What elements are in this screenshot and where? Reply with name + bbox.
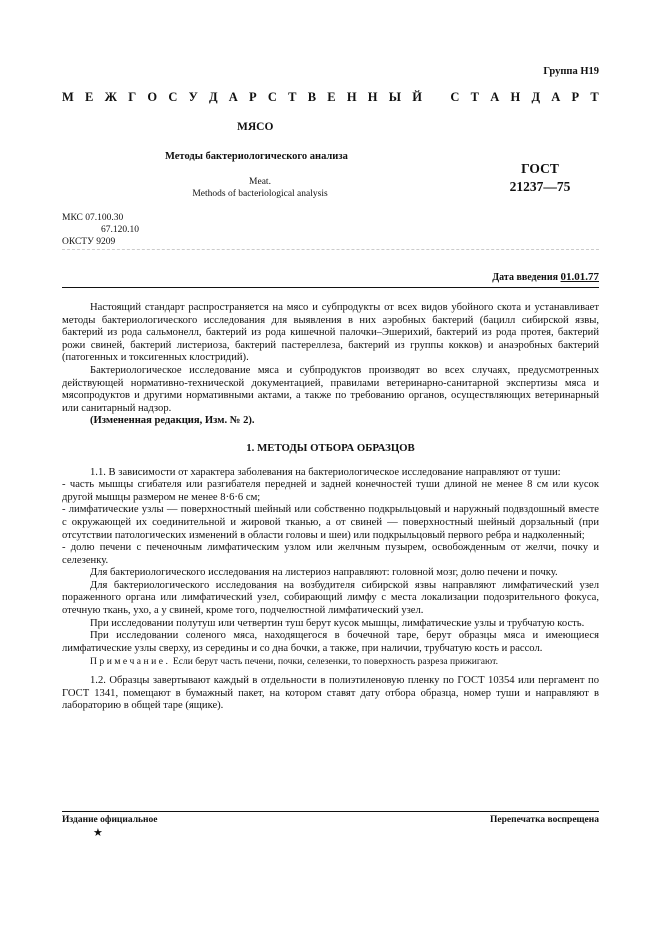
star-icon: ★ — [93, 827, 103, 839]
banner-letter: А — [228, 90, 238, 104]
date-label: Дата введения — [492, 272, 561, 283]
footer-rule — [62, 811, 599, 812]
banner-letter: Р — [571, 90, 580, 104]
gost-code — [500, 160, 580, 196]
clause-1-1: 1.1. В зависимости от характера заболевания на бактериологическое исследование направляют от туши: — [90, 466, 561, 478]
intro-paragraph: Настоящий стандарт распространяется на мясо и субпродукты от всех видов убойного скота и устанавливает методы бактериологического исследования для выявления в них аэробных бактерий (бацилл сибирской язвы, бактерий из рода сальмонелл, бактерий из рода кишечной палочки–Эшерихий, бактерий из рода протея, бактерий рожи свиней, бактерий листериоза, бактерий пастереллеза, бактерий из группы кокков) и анаэробных бактерий (патогенных и токсигенных клостридий). — [62, 302, 599, 364]
banner-letter: Г — [128, 90, 137, 104]
banner-letter: Н — [367, 90, 378, 104]
banner-letter: С — [168, 90, 178, 104]
banner-letter — [433, 90, 439, 105]
banner-letter: Т — [590, 90, 599, 104]
banner-letter: М — [62, 90, 74, 104]
official-edition-label: Издание официальное — [62, 815, 158, 825]
banner-letter: Т — [288, 90, 297, 104]
paragraph-half-carcass: При исследовании полутуш или четвертин туш берут кусок мышцы, лимфатические узлы и трубчатую кость. — [90, 617, 585, 629]
banner-letter: Ы — [388, 90, 402, 104]
english-title: Meat. — [249, 177, 271, 187]
reprint-prohibited-label: Перепечатка воспрещена — [489, 815, 599, 825]
note — [62, 656, 599, 669]
banner-letter: А — [551, 90, 561, 104]
banner-letter: Т — [470, 90, 480, 104]
banner-letter: Н — [510, 90, 521, 104]
mks-code-2: 67.120.10 — [101, 225, 139, 235]
banner-letter: Й — [412, 90, 422, 104]
interstate-standard-banner — [62, 90, 599, 105]
document-body — [62, 302, 599, 713]
banner-letter: С — [267, 90, 277, 104]
banner-letter: В — [307, 90, 317, 104]
list-item: - лимфатические узлы — поверхностный шейный или собственно подкрыльцовый и наружный подвздошный вместе с окружающей их соединительной и жировой тканью, а от свиней — поверхностный шейный дорзальный (при отсутствии патологических изменений в области головы и шеи) или подкрыльцовый первого ребра и надколенный; — [62, 504, 599, 541]
banner-letter: Д — [208, 90, 218, 104]
paragraph-salted-meat: При исследовании соленого мяса, находящегося в бочечной таре, берут образцы мяса и имеющиеся лимфатические узлы сверху, из середины и со дна бочки, а также, при наличии, трубчатую кость и рассол. — [62, 630, 599, 654]
banner-letter: А — [490, 90, 500, 104]
banner-letter: У — [188, 90, 198, 104]
banner-letter: О — [147, 90, 158, 104]
introduction-date — [492, 271, 599, 283]
section-heading: 1. МЕТОДЫ ОТБОРА ОБРАЗЦОВ — [246, 441, 415, 454]
intro-paragraph: Бактериологическое исследование мяса и субпродуктов производят во всех случаях, предусмотренных действующей нормативно-технической документацией, правилами ветеринарно-санитарной экспертизы мяса и мясопродуктов и другими нормативными актами, а также по требованию органов, осуществляющих ветеринарный или санитарный надзор. — [62, 364, 599, 414]
revision-note: (Измененная редакция, Изм. № 2). — [90, 415, 255, 427]
banner-letter: Ж — [104, 90, 117, 104]
banner-letter: Н — [346, 90, 357, 104]
banner-letter: Д — [531, 90, 541, 104]
list-item: - часть мышцы сгибателя или разгибателя передней и задней конечностей туши длиной не менее 8 см или кусок другой мышцы размером не менее 8·6·6 см; — [62, 479, 599, 503]
clause-1-2: 1.2. Образцы завертывают каждый в отдельности в полиэтиленовую пленку по ГОСТ 10354 или пергамент по ГОСТ 1341, помещают в бумажный пакет, на котором ставят дату отбора образца, номер туши и направляют в лабораторию в общей таре (ящике). — [62, 675, 599, 712]
classification-codes — [62, 212, 139, 248]
gost-label: ГОСТ — [521, 161, 559, 176]
banner-letter: Е — [85, 90, 94, 104]
english-subtitle: Methods of bacteriological analysis — [192, 189, 328, 199]
banner-letter: С — [450, 90, 460, 104]
banner-letter: Е — [327, 90, 336, 104]
paragraph-listeriosis: Для бактериологического исследования на листериоз направляют: головной мозг, долю печени и почку. — [90, 567, 558, 579]
document-title: МЯСО — [237, 121, 274, 133]
note-text: Если берут часть печени, почки, селезенки, то поверхность разреза прижигают. — [170, 656, 498, 668]
document-subtitle: Методы бактериологического анализа — [165, 151, 348, 162]
banner-letter: Р — [249, 90, 257, 104]
note-label: Примечание. — [90, 656, 171, 668]
okstu-code: ОКСТУ 9209 — [62, 237, 116, 247]
list-item: - долю печени с печеночным лимфатическим узлом или желчным пузырем, освобожденным от желчи, почку и селезенку. — [62, 542, 599, 566]
english-title-block — [180, 176, 340, 200]
date-value: 01.01.77 — [560, 271, 599, 283]
header-rule — [62, 287, 599, 288]
gost-number: 21237—75 — [509, 179, 571, 194]
group-label: Группа Н19 — [543, 66, 599, 77]
divider — [62, 249, 599, 250]
mks-code-1: МКС 07.100.30 — [62, 213, 124, 223]
paragraph-anthrax: Для бактериологического исследования на возбудителя сибирской язвы направляют лимфатический узел пораженного органа или лимфатический узел, собирающий лимфу с места локализации подозрительного фокуса, отечную ткань, ухо, а у свиней, кроме того, подчелюстной лимфатический узел. — [62, 579, 599, 617]
